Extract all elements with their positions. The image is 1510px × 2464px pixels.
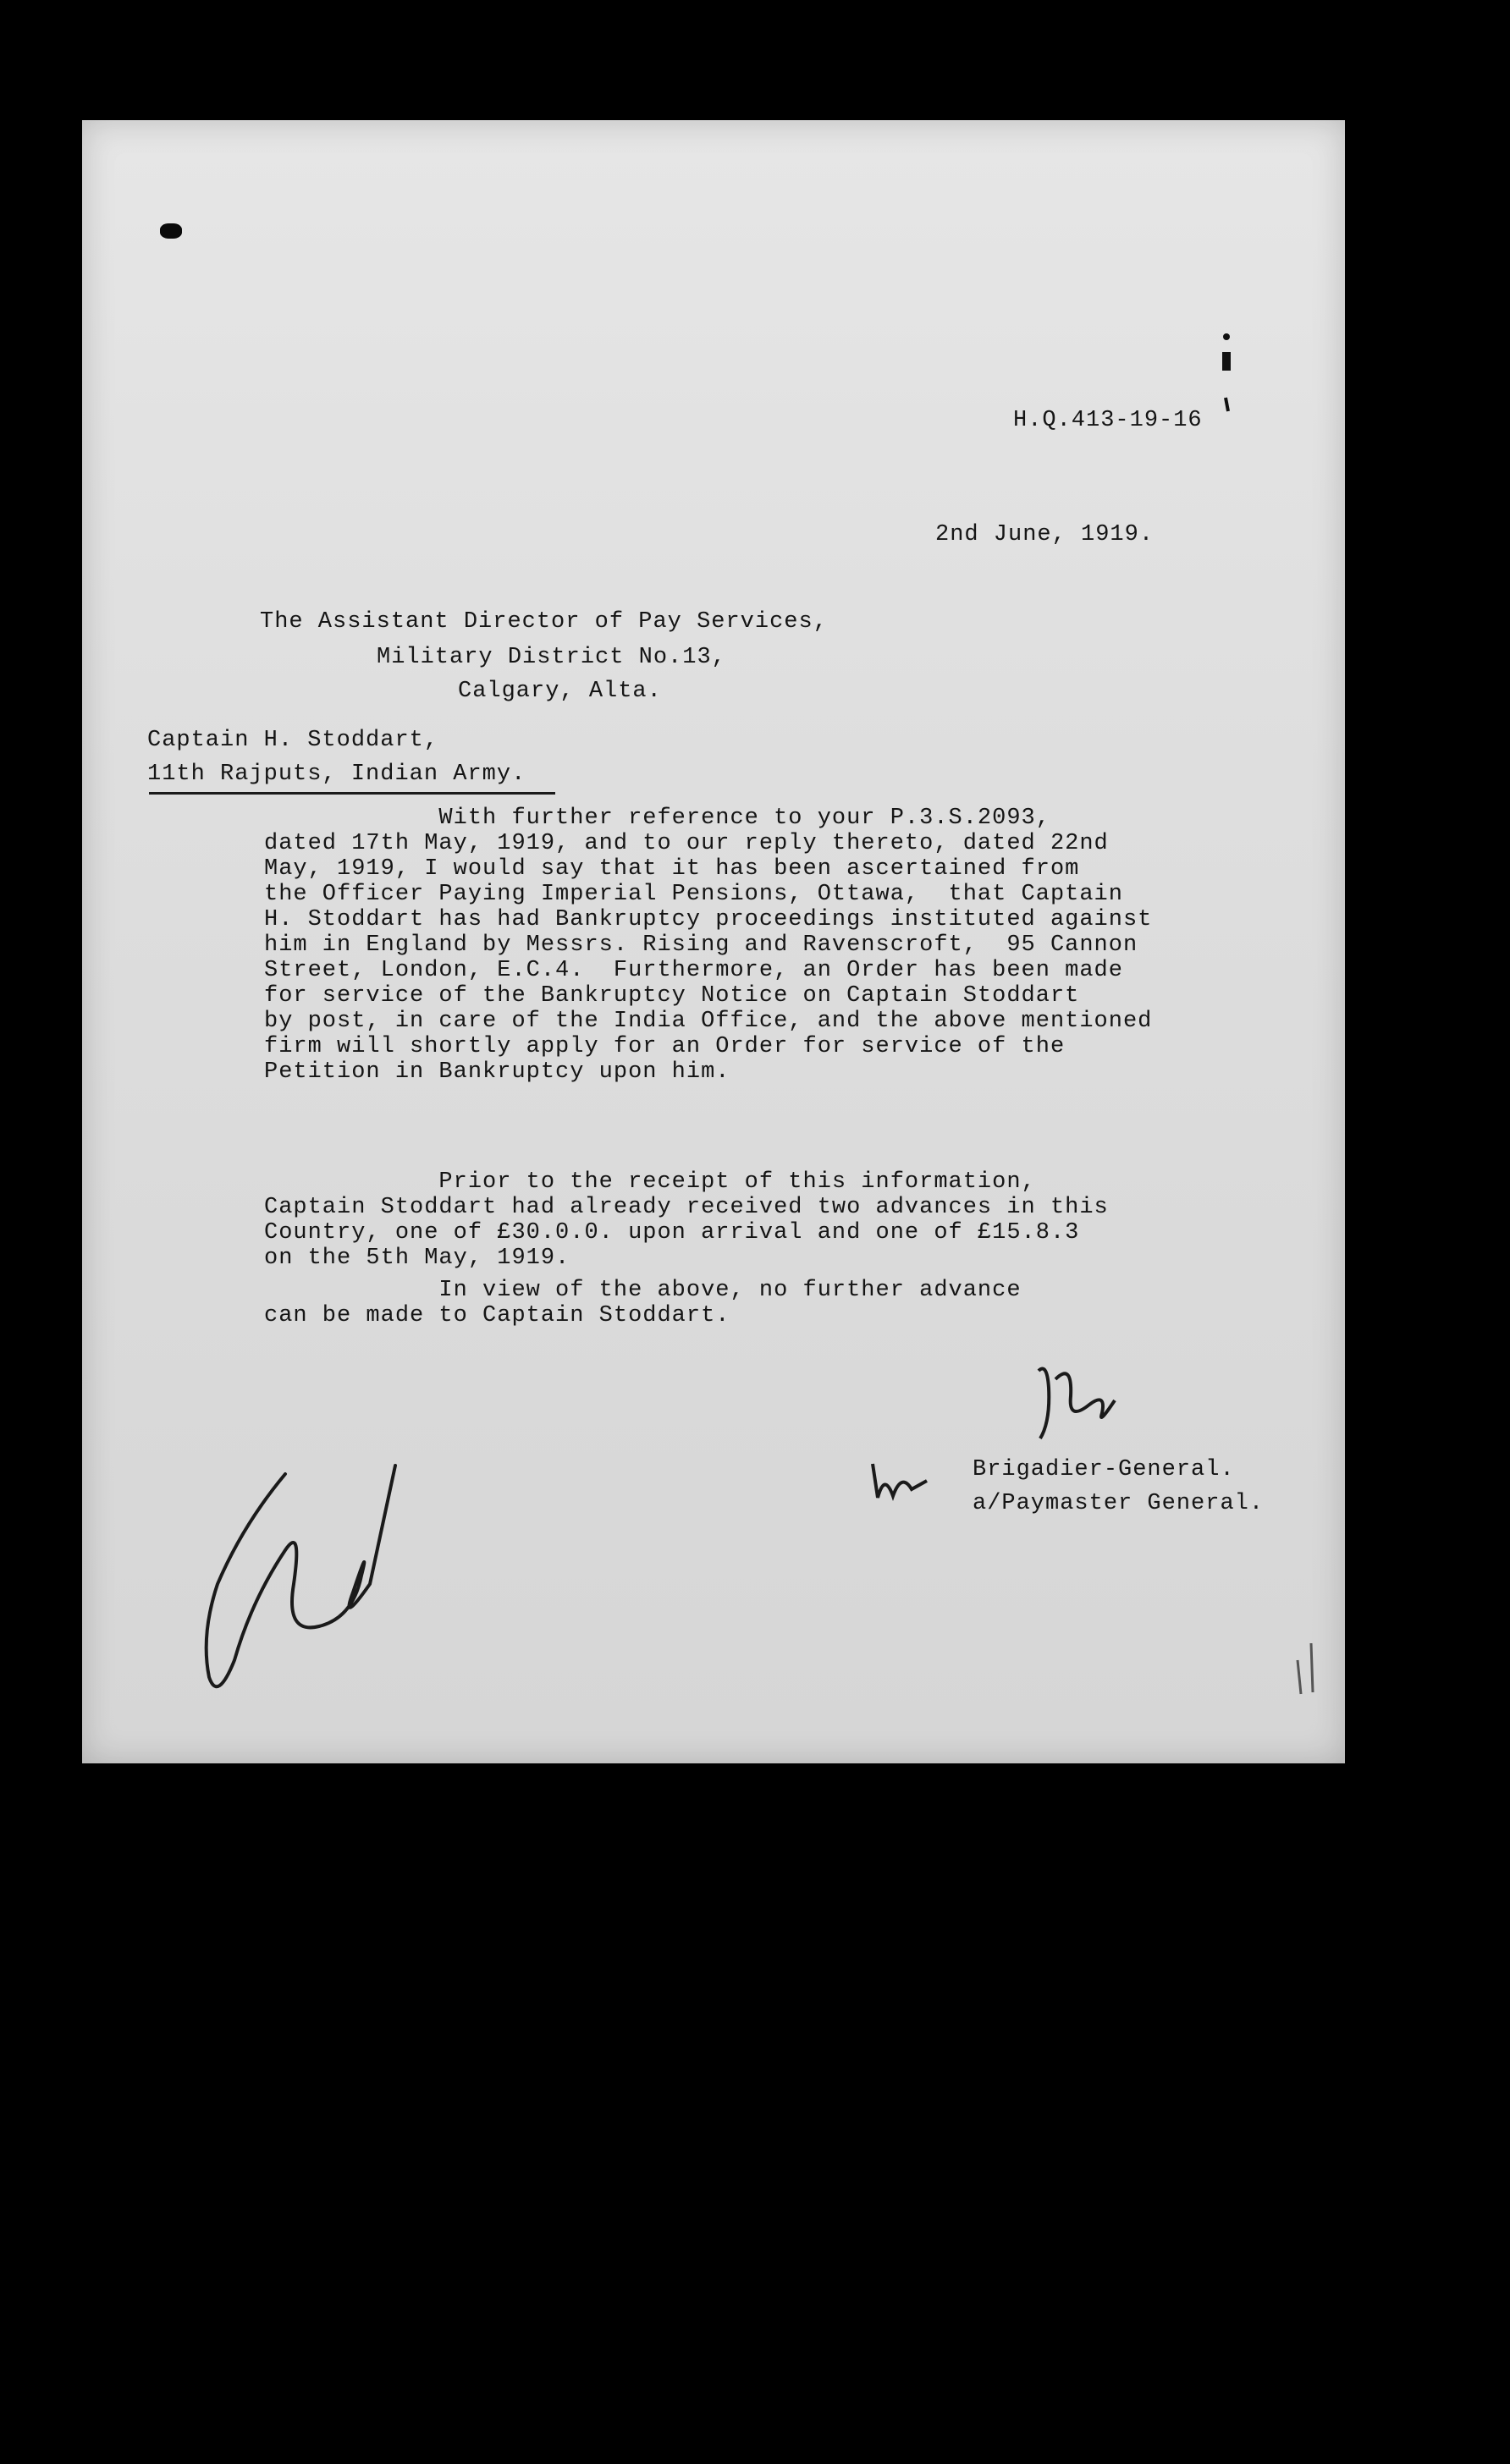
body-line: the Officer Paying Imperial Pensions, Ottawa, that Captain <box>264 882 1123 907</box>
body-line: on the 5th May, 1919. <box>264 1246 570 1271</box>
body-paragraph-3 <box>264 1278 1022 1328</box>
subject-line-1: Captain H. Stoddart, <box>147 728 439 753</box>
body-line: H. Stoddart has had Bankruptcy proceedings instituted against <box>264 907 1153 932</box>
letter-date: 2nd June, 1919. <box>935 522 1155 547</box>
body-line: firm will shortly apply for an Order for service of the <box>264 1034 1066 1059</box>
body-line: May, 1919, I would say that it has been ascertained from <box>264 856 1080 882</box>
ink-blot <box>160 223 182 239</box>
reference-number: H.Q.413-19-16 <box>1013 408 1203 433</box>
handwritten-initials <box>1022 1354 1132 1447</box>
body-line: In view of the above, no further advance <box>264 1278 1022 1303</box>
signatory-office: a/Paymaster General. <box>973 1491 1265 1516</box>
body-line: Prior to the receipt of this information, <box>264 1169 1036 1195</box>
body-line: for service of the Bankruptcy Notice on Captain Stoddart <box>264 983 1080 1009</box>
letter-page <box>82 120 1345 1763</box>
subject-line-2: 11th Rajputs, Indian Army. <box>147 762 526 787</box>
body-line: can be made to Captain Stoddart. <box>264 1303 730 1328</box>
body-line: by post, in care of the India Office, and the above mentioned <box>264 1009 1153 1034</box>
body-line: Captain Stoddart had already received two advances in this <box>264 1195 1109 1220</box>
per-mark <box>868 1455 944 1506</box>
signatory-title: Brigadier-General. <box>973 1457 1235 1482</box>
body-line: Petition in Bankruptcy upon him. <box>264 1059 730 1085</box>
subject-underline <box>149 792 555 795</box>
body-line: dated 17th May, 1919, and to our reply thereto, dated 22nd <box>264 831 1109 856</box>
handwritten-signature <box>192 1457 429 1711</box>
body-line: Country, one of £30.0.0. upon arrival and one of £15.8.3 <box>264 1220 1080 1246</box>
recipient-address-line-2: Military District No.13, <box>377 645 726 670</box>
margin-tick-marks <box>1291 1626 1325 1702</box>
body-line: With further reference to your P.3.S.2093, <box>264 806 1050 831</box>
body-paragraph-2 <box>264 1169 1109 1271</box>
recipient-address-line-3: Calgary, Alta. <box>458 679 662 704</box>
margin-marks <box>1215 330 1240 432</box>
body-line: Street, London, E.C.4. Furthermore, an Order has been made <box>264 958 1123 983</box>
recipient-address-line-1: The Assistant Director of Pay Services, <box>260 609 828 635</box>
body-paragraph-1 <box>264 806 1152 1085</box>
body-line: him in England by Messrs. Rising and Ravenscroft, 95 Cannon <box>264 932 1138 958</box>
